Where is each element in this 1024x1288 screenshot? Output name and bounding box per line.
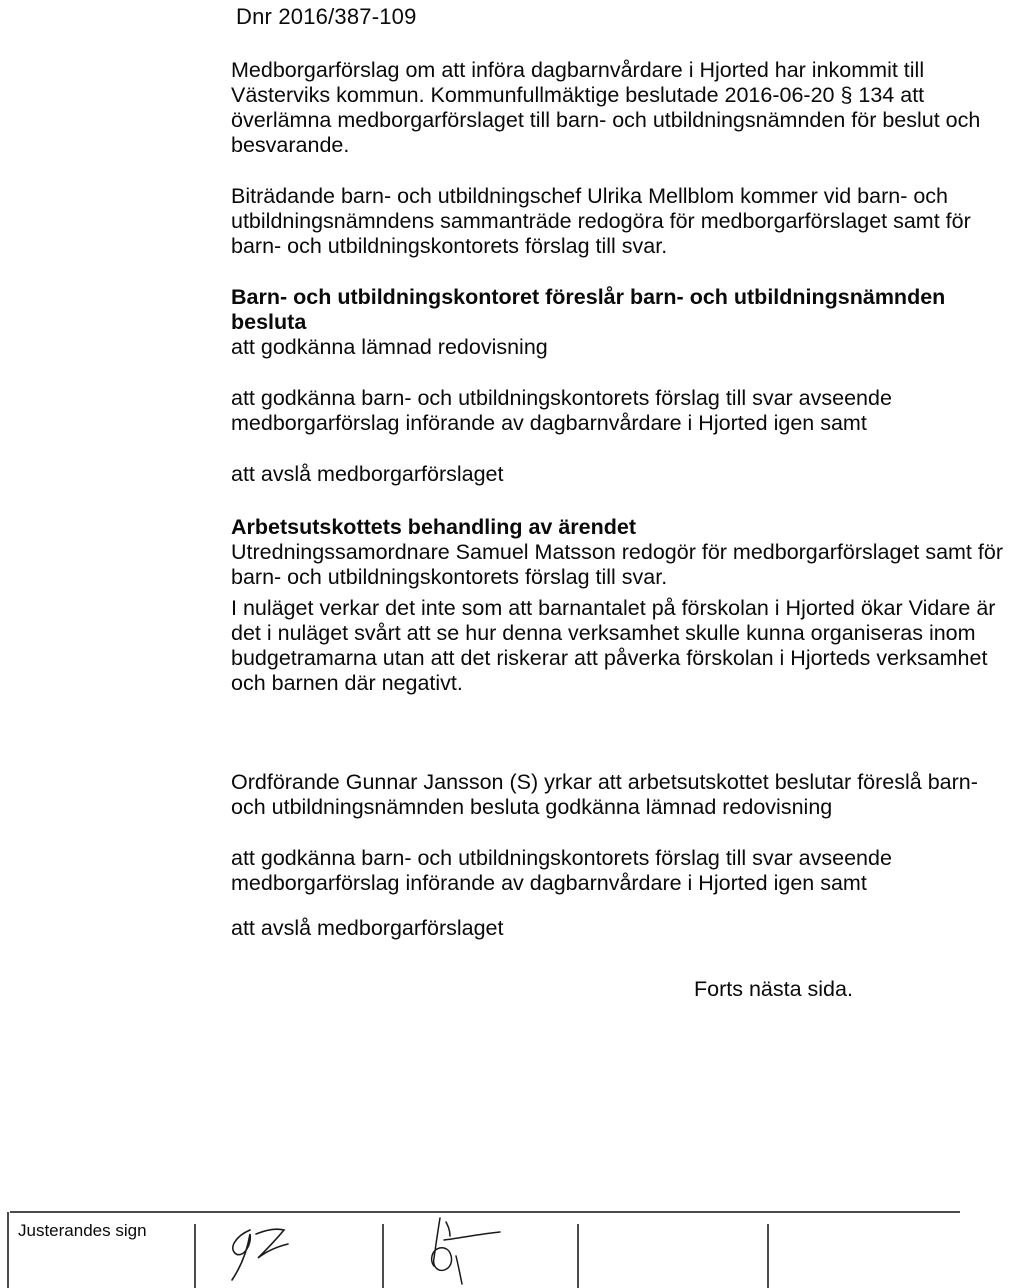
proposal-item-1: att godkänna lämnad redovisning [231, 335, 548, 359]
chair-item-3: att avslå medborgarförslaget [231, 916, 504, 940]
continued-container [231, 941, 1006, 1001]
intro-paragraph: Medborgarförslag om att införa dagbarnvårdare i Hjorted har inkommit till Västerviks kommun. Kommunfullmäktige beslutade 2016-06-20 § 134 att överlämna medborgarförslaget till barn- och utbildningsnämnden för beslut och besvarande. [231, 58, 981, 157]
committee-heading: Arbetsutskottets behandling av ärendet [231, 515, 636, 539]
committee-paragraph-1: Utredningssamordnare Samuel Matsson redogör för medborgarförslaget samt för barn- och utbildningskontorets förslag till svar. [231, 540, 1003, 589]
reference-number: Dnr 2016/387-109 [236, 4, 417, 29]
signature-1 [232, 1229, 288, 1280]
chair-motion-paragraph: Ordförande Gunnar Jansson (S) yrkar att arbetsutskottet beslutar föreslå barn- och utbildningsnämnden besluta godkänna lämnad redovisning [231, 770, 978, 819]
proposal-heading: Barn- och utbildningskontoret föreslår barn- och utbildningsnämnden besluta [231, 285, 946, 334]
committee-paragraph-2: I nuläget verkar det inte som att barnantalet på förskolan i Hjorted ökar Vidare är det i nuläget svårt att se hur denna verksamhet skulle kunna organiseras inom budgetramarna utan att det riskerar att påverka förskolan i Hjorteds verksamhet och barnen där negativt. [231, 596, 996, 695]
signature-footer [0, 1200, 1024, 1288]
chair-item-2: att godkänna barn- och utbildningskontorets förslag till svar avseende medborgarförslag införande av dagbarnvårdare i Hjorted igen samt [231, 846, 892, 895]
signature-2 [432, 1218, 500, 1284]
signature-label: Justerandes sign [18, 1221, 147, 1240]
proposal-item-3: att avslå medborgarförslaget [231, 462, 504, 486]
document-body [231, 58, 1006, 1001]
proposal-item-2: att godkänna barn- och utbildningskontorets förslag till svar avseende medborgarförslag införande av dagbarnvårdare i Hjorted igen samt [231, 386, 892, 435]
signature-footer-lines [0, 1200, 1024, 1288]
continued-note: Forts nästa sida. [694, 977, 853, 1001]
presentation-paragraph: Biträdande barn- och utbildningschef Ulrika Mellblom kommer vid barn- och utbildningsnämndens sammanträde redogöra för medborgarförslaget samt för barn- och utbildningskontorets förslag till svar. [231, 184, 971, 258]
